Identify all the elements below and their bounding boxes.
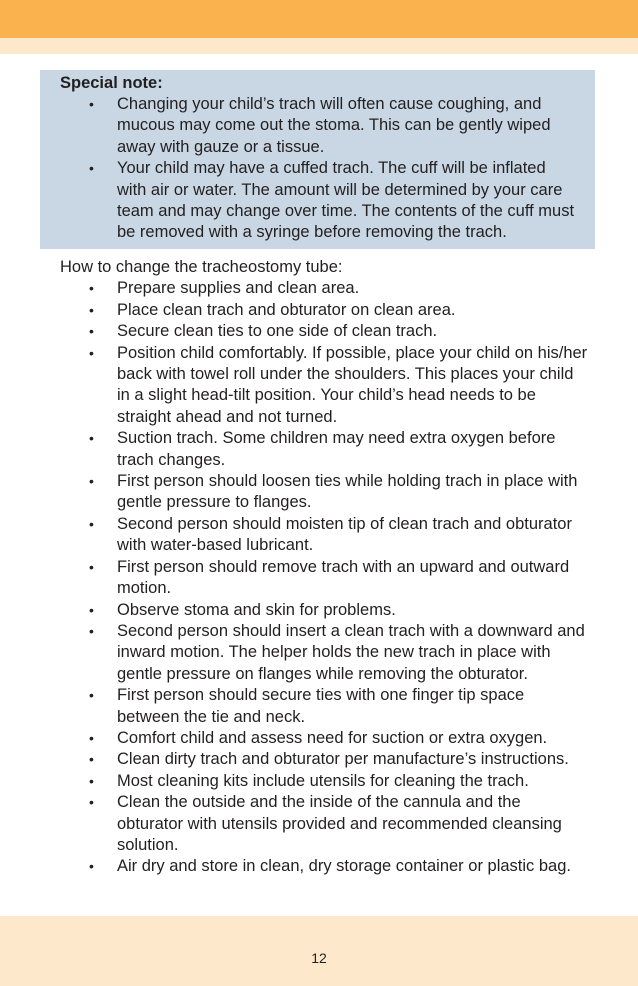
step-item: [60, 471, 590, 514]
step-text: Observe stoma and skin for problems.: [117, 600, 396, 619]
step-text: First person should remove trach with an upward and outward motion.: [117, 557, 570, 598]
step-text: First person should secure ties with one finger tip space between the tie and neck.: [117, 686, 525, 726]
special-note-item: [60, 158, 579, 244]
bullet-icon: •: [89, 301, 94, 318]
step-item: [60, 343, 590, 429]
steps-section: [60, 257, 590, 878]
special-note-list: [60, 94, 579, 244]
step-item: [60, 514, 590, 557]
step-item: [60, 321, 590, 342]
steps-list: [60, 278, 590, 877]
step-item: [60, 792, 590, 856]
special-note-title: Special note:: [60, 74, 163, 92]
step-text: Comfort child and assess need for suction or extra oxygen.: [117, 728, 548, 747]
step-item: [60, 856, 590, 877]
step-text: Suction trach. Some children may need extra oxygen before trach changes.: [117, 429, 556, 469]
step-item: [60, 728, 590, 749]
special-note-item-text: Changing your child’s trach will often cause coughing, and mucous may come out the stoma. This can be gently wiped away with gauze or a tissue.: [117, 95, 551, 156]
step-text: First person should loosen ties while holding trach in place with gentle pressure to flanges.: [117, 472, 578, 512]
bullet-icon: •: [89, 558, 94, 575]
step-text: Prepare supplies and clean area.: [117, 279, 360, 298]
bullet-icon: •: [89, 430, 94, 447]
step-item: [60, 749, 590, 770]
steps-heading: How to change the tracheostomy tube:: [60, 258, 343, 276]
bullet-icon: •: [89, 601, 94, 618]
special-note-box: [40, 70, 595, 249]
step-text: Clean the outside and the inside of the cannula and the obturator with utensils provided and recommended cleansing solution.: [117, 793, 562, 854]
special-note-item: [60, 94, 579, 158]
step-item: [60, 278, 590, 299]
bullet-icon: •: [89, 344, 94, 361]
step-text: Air dry and store in clean, dry storage container or plastic bag.: [117, 857, 571, 876]
bullet-icon: •: [89, 858, 94, 875]
step-item: [60, 300, 590, 321]
step-item: [60, 557, 590, 600]
header-band: [0, 0, 638, 38]
bullet-icon: •: [89, 515, 94, 532]
bullet-icon: •: [89, 751, 94, 768]
bullet-icon: •: [89, 687, 94, 704]
step-item: [60, 771, 590, 792]
bullet-icon: •: [89, 729, 94, 746]
bullet-icon: •: [89, 622, 94, 639]
step-text: Place clean trach and obturator on clean area.: [117, 300, 456, 319]
page-number: 12: [311, 950, 327, 966]
bullet-icon: •: [89, 794, 94, 811]
step-text: Clean dirty trach and obturator per manufacture’s instructions.: [117, 750, 569, 769]
step-item: [60, 685, 590, 728]
bullet-icon: •: [89, 96, 94, 112]
step-text: Second person should moisten tip of clean trach and obturator with water-based lubricant.: [117, 514, 572, 555]
special-note-item-text: Your child may have a cuffed trach. The cuff will be inflated with air or water. The amount will be determined by your care team and may change over time. The contents of the cuff must be removed with a syringe before removing the trach.: [117, 159, 575, 242]
bullet-icon: •: [89, 772, 94, 789]
step-text: Secure clean ties to one side of clean trach.: [117, 322, 438, 341]
step-text: Most cleaning kits include utensils for cleaning the trach.: [117, 771, 529, 790]
step-text: Second person should insert a clean trach with a downward and inward motion. The helper holds the new trach in place with gentle pressure on flanges while removing the obturator.: [117, 621, 585, 683]
header-stripe: [0, 38, 638, 54]
bullet-icon: •: [89, 160, 94, 177]
bullet-icon: •: [89, 323, 94, 340]
step-item: [60, 621, 590, 685]
step-text: Position child comfortably. If possible, place your child on his/her back with towel roll under the shoulders. This places your child in a slight head-tilt position. Your child’s head needs to be straight ahead and not turned.: [117, 343, 588, 426]
step-item: [60, 428, 590, 471]
bullet-icon: •: [89, 280, 94, 297]
step-item: [60, 600, 590, 621]
bullet-icon: •: [89, 473, 94, 490]
